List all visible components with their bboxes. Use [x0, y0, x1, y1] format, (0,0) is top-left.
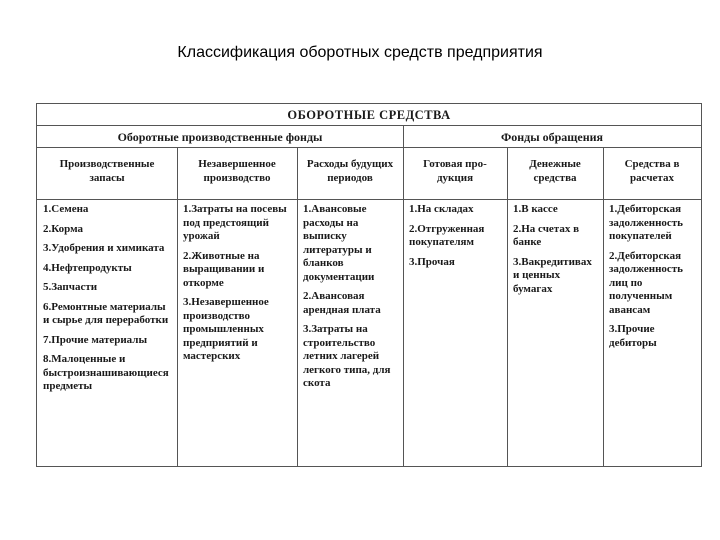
column-header-cash: Денежные средства [507, 148, 603, 200]
column-cash [507, 200, 603, 466]
list-item: 7.Прочие материалы [43, 333, 148, 346]
list-item: 2.Дебиторская задолженность лиц по полученным авансам [609, 249, 684, 316]
list-item: 1.Семена [43, 203, 89, 215]
slide-title: Классификация оборотных средств предприятия [177, 44, 543, 61]
list-item: 3.Затраты на строительство летних лагерей легкого типа, для скота [303, 323, 391, 389]
column-divider [403, 126, 404, 466]
list-item: 2.На счетах в банке [513, 222, 580, 248]
column-divider [177, 148, 178, 466]
list-item: 2.Корма [43, 222, 84, 235]
list-item: 3.Удобрения и химиката [43, 242, 165, 254]
column-finished-goods [403, 200, 507, 466]
list-item: 6.Ремонтные материалы и сырье для переработки [43, 300, 169, 326]
group-circulation-funds: Фонды обращения [403, 126, 701, 148]
column-divider [297, 148, 298, 466]
list-item: 4.Нефтепродукты [43, 261, 132, 274]
list-item: 3.Прочая [409, 255, 455, 268]
list-item: 1.Авансовые расходы на выписку литературы и бланков документации [303, 203, 375, 283]
column-wip [177, 200, 297, 466]
list-item: 8.Малоценные и быстроизнашивающиеся предметы [43, 353, 169, 392]
table-title: ОБОРОТНЫЕ СРЕДСТВА [37, 104, 701, 126]
list-item: 3.Вакредитивах и ценных бумагах [513, 255, 592, 295]
column-header-inventories: Производственные запасы [37, 148, 177, 200]
list-item: 2.Отгруженная покупателям [409, 222, 485, 248]
column-header-deferred-expenses: Расходы будущих периодов [297, 148, 403, 200]
classification-table [36, 103, 702, 467]
column-receivables [603, 200, 701, 466]
column-divider [603, 148, 604, 466]
list-item: 1.На складах [409, 203, 474, 215]
list-item: 1.Затраты на посевы под предстоящий урожай [183, 203, 287, 242]
list-item: 1.В кассе [513, 203, 558, 215]
list-item: 3.Незавершенное производство промышленных предприятий и мастерских [183, 296, 269, 362]
column-inventories [37, 200, 177, 466]
column-header-wip: Незавершенное производство [177, 148, 297, 200]
list-item: 2.Животные на выращивании и откорме [183, 249, 265, 289]
list-item: 2.Авансовая арендная плата [303, 290, 381, 316]
column-header-receivables: Средства в расчетах [603, 148, 701, 200]
group-production-funds: Оборотные производственные фонды [37, 126, 403, 148]
list-item: 1.Дебиторская задолженность покупателей [609, 203, 684, 242]
column-divider [507, 148, 508, 466]
column-header-finished-goods: Готовая про- дукция [403, 148, 507, 200]
list-item: 3.Прочие дебиторы [609, 323, 657, 349]
list-item: 5.Запчасти [43, 281, 98, 293]
column-deferred-expenses [297, 200, 403, 466]
